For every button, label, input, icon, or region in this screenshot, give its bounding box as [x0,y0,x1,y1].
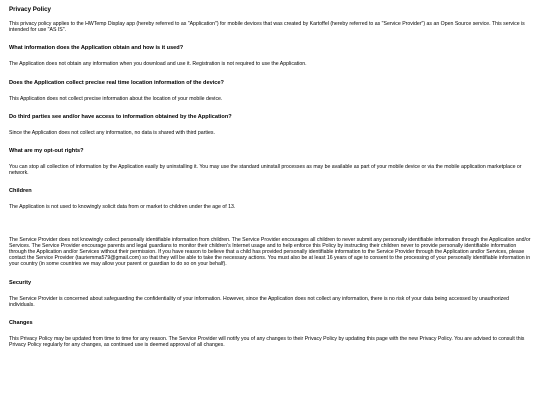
section-spacer [9,223,531,237]
section-heading-third-parties: Do third parties see and/or have access to information obtained by the Application? [9,113,232,120]
intro-paragraph: This privacy policy applies to the HWTemp Display app (hereby referred to as "Application") for mobile devices that was created by Kartoffel (hereby referred to as "Service Provider") as an Open Source service. This service is intended for use "AS IS". [9,21,525,34]
section-heading-information: What information does the Application obtain and how is it used? [9,45,184,52]
section-body-third-parties: Since the Application does not collect any information, no data is shared with third parties. [9,129,215,136]
section-body-information: The Application does not obtain any information when you download and use it. Registration is not required to use the Application. [9,61,307,68]
section-body-security: The Service Provider is concerned about safeguarding the confidentiality of your information. However, since the Application does not collect any information, there is no risk of your data being accessed by unauthorized individuals. [9,295,510,308]
section-body-children-details: The Service Provider does not knowingly collect personally identifiable information from children. The Service Provider encourages all children to never submit any personally identifiable information through the Application and/or Services. The Service Provider encourage parents and legal guardians to monitor their children's Internet usage and to help enforce this Policy by instructing their children never to provide personally identifiable information through the Application and/or Services without their permission. If you have reason to believe that a child has provided personally identifiable information to the Service Provider through the Application and/or Services, please contact the Service Provider (tauriemma579@gmail.com) so that they will be able to take the necessary actions. You must also be at least 16 years of age to consent to the processing of your personally identifiable information in your country (in some countries we may allow your parent or guardian to do so on your behalf). [9,236,531,268]
page-title: Privacy Policy [9,6,51,13]
section-body-location: This Application does not collect precise information about the location of your mobile device. [9,95,223,102]
section-heading-changes: Changes [9,320,33,327]
section-heading-location: Does the Application collect precise real time location information of the device? [9,79,224,86]
section-body-changes: This Privacy Policy may be updated from time to time for any reason. The Service Provider will notify you of any changes to their Privacy Policy by updating this page with the new Privacy Policy. You are advised to consult this Privacy Policy regularly for any changes, as continued use is deemed approval of all changes. [9,336,525,349]
section-heading-opt-out: What are my opt-out rights? [9,148,84,155]
section-body-children: The Application is not used to knowingly solicit data from or market to children under the age of 13. [9,204,236,211]
section-heading-children: Children [9,188,32,195]
section-body-opt-out: You can stop all collection of information by the Application easily by uninstalling it. You may use the standard uninstall processes as may be available as part of your mobile device or via the mobile application marketplace or network. [9,164,522,177]
section-heading-security: Security [9,279,32,286]
